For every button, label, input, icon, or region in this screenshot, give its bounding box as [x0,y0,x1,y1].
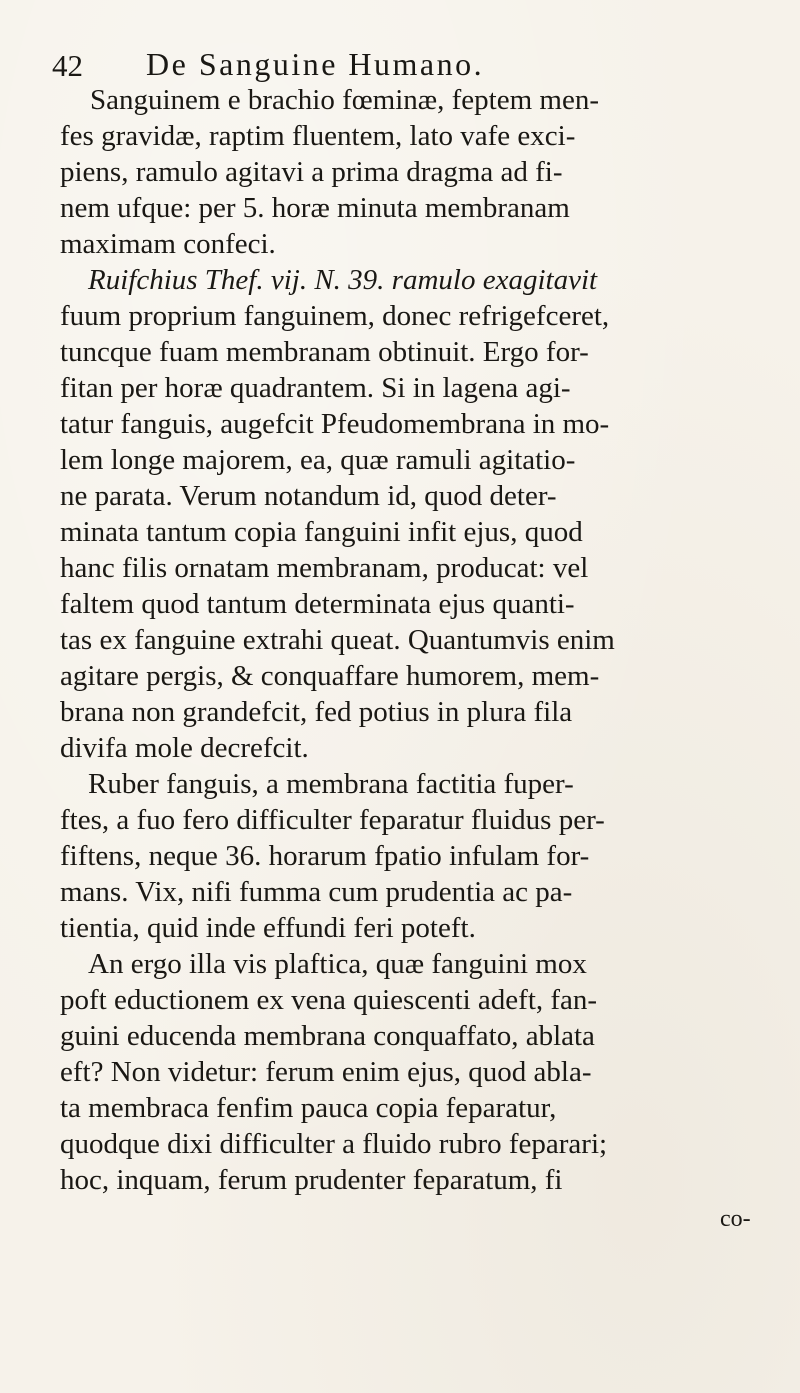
text-line: minata tantum copia fanguini infit ejus, quod [60,516,583,548]
text-line: eft? Non videtur: ferum enim ejus, quod abla- [60,1056,592,1088]
text-line: brana non grandefcit, fed potius in plura fila [60,696,573,728]
text-line: mans. Vix, nifi fumma cum prudentia ac pa- [60,876,573,908]
text-line: piens, ramulo agitavi a prima dragma ad fi- [60,156,563,188]
text-line: tientia, quid inde effundi feri poteft. [60,912,476,944]
text-line: fiftens, neque 36. horarum fpatio infulam for- [60,840,590,872]
text-line: hoc, inquam, ferum prudenter feparatum, fi [60,1164,563,1196]
text-line: tuncque fuam membranam obtinuit. Ergo for- [60,336,589,368]
text-line: tatur fanguis, augefcit Pfeudomembrana in mo- [60,408,610,440]
text-line: ta membraca fenfim pauca copia feparatur, [60,1092,557,1124]
text-line: maximam confeci. [60,228,276,260]
text-line: Ruber fanguis, a membrana factitia fuper- [88,768,574,800]
text-line: nem ufque: per 5. horæ minuta membranam [60,192,570,224]
running-title: De Sanguine Humano. [146,46,485,82]
text-line: lem longe majorem, ea, quæ ramuli agitatio- [60,444,576,476]
text-line: guini educenda membrana conquaffato, ablata [60,1020,595,1052]
text-line: hanc filis ornatam membranam, producat: vel [60,552,589,584]
text-line: fuum proprium fanguinem, donec refrigefceret, [60,300,610,332]
catchword: co- [720,1206,751,1232]
text-line: Ruifchius Thef. vij. N. 39. ramulo exagitavit [88,264,598,296]
text-line: agitare pergis, & conquaffare humorem, mem- [60,660,600,692]
text-line: divifa mole decrefcit. [60,732,309,764]
page-number: 42 [52,48,83,83]
text-line: Sanguinem e brachio fœminæ, feptem men- [90,84,599,116]
text-line: ftes, a fuo fero difficulter feparatur fluidus per- [60,804,605,836]
text-line: fitan per horæ quadrantem. Si in lagena agi- [60,372,571,404]
text-line: poft eductionem ex vena quiescenti adeft, fan- [60,984,598,1016]
text-line: fes gravidæ, raptim fluentem, lato vafe exci- [60,120,576,152]
text-line: tas ex fanguine extrahi queat. Quantumvis enim [60,624,615,656]
text-line: An ergo illa vis plaftica, quæ fanguini mox [88,948,587,980]
text-line: quodque dixi difficulter a fluido rubro feparari; [60,1128,608,1160]
text-line: ne parata. Verum notandum id, quod deter- [60,480,557,512]
text-line: faltem quod tantum determinata ejus quanti- [60,588,575,620]
